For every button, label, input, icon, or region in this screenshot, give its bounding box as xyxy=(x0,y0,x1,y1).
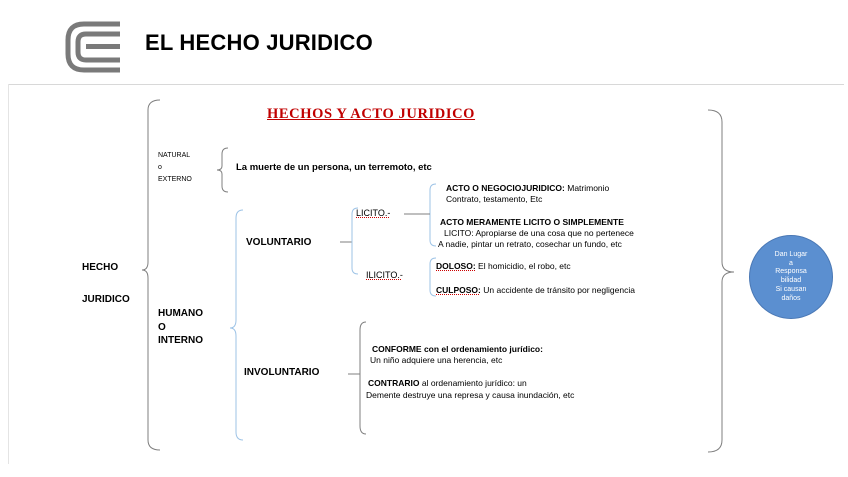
natural-label-externo: EXTERNO xyxy=(158,176,192,183)
ilicito-label: ILICITO.- xyxy=(366,270,403,280)
diagram-title: HECHOS Y ACTO JURIDICO xyxy=(267,106,476,122)
natural-bracket xyxy=(217,148,228,192)
involuntario-label: INVOLUNTARIO xyxy=(244,367,320,378)
contrario-line xyxy=(368,379,527,388)
voluntario-label: VOLUNTARIO xyxy=(246,237,312,248)
acto-negocio-text2: Contrato, testamento, Etc xyxy=(446,194,543,204)
root-label-juridico: JURIDICO xyxy=(82,294,130,305)
conforme-text: Un niño adquiere una herencia, etc xyxy=(370,355,503,365)
root-label-hecho: HECHO xyxy=(82,262,119,273)
doloso-text: El homicidio, el robo, etc xyxy=(478,261,571,271)
doloso-label: DOLOSO: xyxy=(436,261,476,271)
culposo-label: CULPOSO: xyxy=(436,285,481,295)
page-title: EL HECHO JURIDICO xyxy=(145,30,373,55)
responsabilidad-circle xyxy=(749,235,833,319)
licito-bracket xyxy=(430,184,436,246)
natural-label: NATURAL xyxy=(158,152,191,159)
contrario-text2: Demente destruye una represa y causa inundación, etc xyxy=(366,390,575,400)
right-bracket xyxy=(708,110,734,452)
humano-label-o: O xyxy=(158,322,166,333)
acto-meramente-text2: A nadie, pintar un retrato, cosechar un fundo, etc xyxy=(438,239,622,249)
contrario-label: CONTRARIO xyxy=(368,378,420,388)
doloso-line xyxy=(436,262,571,271)
humano-bracket xyxy=(230,210,243,440)
humano-label-interno: INTERNO xyxy=(158,335,203,346)
contrario-text1: al ordenamiento jurídico: un xyxy=(421,378,527,388)
acto-meramente-title: ACTO MERAMENTE LICITO O SIMPLEMENTE xyxy=(440,217,624,227)
involuntario-bracket xyxy=(360,322,366,434)
culposo-line xyxy=(436,286,635,295)
humano-label: HUMANO xyxy=(158,308,203,319)
circle-text: Dan Lugar a Responsa bilidad Si causan daños xyxy=(774,250,808,302)
acto-meramente-text1: LICITO: Apropiarse de una cosa que no pertenece xyxy=(444,228,634,238)
acto-negocio-line1 xyxy=(446,184,609,193)
culposo-text: Un accidente de tránsito por negligencia xyxy=(483,285,635,295)
acto-negocio-text1: Matrimonio xyxy=(567,183,610,193)
natural-example: La muerte de un persona, un terremoto, etc xyxy=(236,162,432,173)
conforme-title: CONFORME con el ordenamiento jurídico: xyxy=(372,344,543,354)
natural-label-o: o xyxy=(158,164,162,171)
licito-label: LICITO.- xyxy=(356,208,391,218)
acto-negocio-title: ACTO O NEGOCIOJURIDICO: xyxy=(446,183,565,193)
